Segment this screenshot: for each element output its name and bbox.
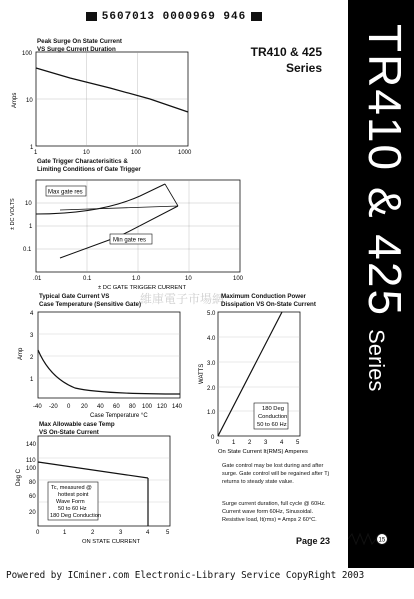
- surge-ytick: 1: [30, 145, 34, 151]
- case-temp-title-1: Max Allowable case Temp: [39, 421, 115, 428]
- gate-current-ytick: 3: [30, 333, 34, 339]
- series-title: Series: [285, 61, 322, 75]
- gate-current-xtick: 140: [172, 404, 183, 410]
- case-temp-chart: [16, 436, 170, 545]
- surge-title-2: VS Surge Current Duration: [37, 45, 116, 53]
- power-title-2: Dissipation VS On-State Current: [221, 300, 316, 308]
- case-temp-ylabel: Deg C: [16, 468, 22, 486]
- surge-ytick: 10: [26, 98, 33, 104]
- gate-current-xtick: 120: [157, 404, 168, 410]
- power-ytick: 4.0: [207, 336, 216, 342]
- gate-current-curve: [38, 350, 180, 394]
- surge-title-1: Peak Surge On State Current: [37, 38, 122, 45]
- case-temp-caption: [39, 421, 115, 436]
- page-number: Page 23: [296, 536, 331, 546]
- gate-trigger-xlabel: ± DC GATE TRIGGER CURRENT: [98, 285, 186, 291]
- gate-current-xtick: -20: [49, 404, 58, 410]
- power-xtick: 2: [248, 440, 252, 446]
- note-surge: [222, 500, 326, 524]
- surge-xtick: 1: [34, 150, 38, 156]
- footer-logo: [348, 532, 388, 546]
- min-gate-label: Min gate res: [113, 237, 147, 244]
- power-ytick: 5.0: [207, 311, 216, 317]
- note-line: Gate control may be lost during and after: [222, 463, 324, 469]
- power-box-line: Conduction: [258, 414, 288, 420]
- surge-xtick: 10: [83, 150, 90, 156]
- case-temp-ytick: 110: [26, 458, 36, 464]
- gate-trigger-xtick: 1.0: [132, 276, 141, 282]
- note-line: Surge current duration, full cycle @ 60Hz.: [222, 501, 326, 507]
- case-temp-box-line: 180 Deg Conduction: [50, 513, 102, 519]
- watermark: 維庫電子市場網: [140, 292, 225, 306]
- case-temp-xtick: 0: [36, 530, 40, 536]
- gate-current-xtick: 20: [81, 404, 88, 410]
- power-xtick: 5: [296, 440, 300, 446]
- gate-current-ylabel: Amp: [18, 347, 24, 360]
- case-temp-ytick: 20: [29, 510, 36, 516]
- power-ytick: 3.0: [207, 361, 216, 367]
- note-line: surge. Gate control will be regained after Tj: [222, 471, 329, 477]
- gate-current-caption: [39, 293, 141, 308]
- case-temp-curve: [38, 462, 148, 478]
- sidebar: [348, 0, 414, 568]
- footer-logo-number: 15: [378, 537, 386, 544]
- gate-current-title-1: Typical Gate Current VS: [39, 293, 110, 300]
- case-temp-ytick: 140: [26, 442, 37, 448]
- barcode-text: 5607013 0000969 946: [101, 11, 247, 23]
- case-temp-box-line: Tc, measured @: [51, 485, 92, 491]
- gate-trigger-title-2: Limiting Conditions of Gate Trigger: [37, 165, 141, 173]
- surge-curve: [36, 68, 188, 112]
- gate-trigger-min-curve: [60, 206, 178, 258]
- gate-trigger-chart: [10, 180, 244, 291]
- case-temp-xtick: 2: [91, 530, 95, 536]
- power-ytick: 1.0: [207, 410, 216, 416]
- gate-trigger-limit-curve: [165, 184, 178, 206]
- gate-current-xlabel: Case Temperature °C: [90, 413, 148, 419]
- gate-current-xtick: 100: [142, 404, 153, 410]
- gate-trigger-xtick: 0.1: [83, 276, 92, 282]
- surge-ytick: 100: [22, 51, 33, 57]
- gate-trigger-limit-curve: [60, 206, 178, 210]
- note-line: returns to steady state value.: [222, 479, 294, 485]
- gate-trigger-ylabel: ± DC VOLTS: [10, 198, 16, 230]
- case-temp-box-line: 50 to 60 Hz: [58, 506, 87, 512]
- power-ytick: 2.0: [207, 386, 216, 392]
- power-chart: [199, 311, 308, 455]
- gate-current-chart: [18, 311, 183, 419]
- case-temp-box-line: hottest point: [58, 492, 89, 498]
- case-temp-title-2: VS On-State Current: [39, 428, 99, 436]
- note-line: Resistive load, It(rms) = Amps 2 60°C.: [222, 517, 317, 523]
- gate-current-xtick: 40: [97, 404, 104, 410]
- note-line: Current wave form 60Hz, Sinusoidal.: [222, 509, 314, 515]
- gate-current-xtick: 60: [113, 404, 120, 410]
- surge-xtick: 1000: [178, 150, 192, 156]
- power-caption: [221, 293, 316, 308]
- note-gate-control: [222, 462, 329, 486]
- gate-current-xtick: 0: [67, 404, 71, 410]
- gate-trigger-ytick: 0.1: [23, 247, 32, 253]
- surge-ylabel: Amps: [12, 92, 18, 108]
- gate-current-xtick: -40: [33, 404, 42, 410]
- gate-trigger-caption: [37, 158, 141, 173]
- surge-xtick: 100: [131, 150, 142, 156]
- power-xtick: 4: [280, 440, 284, 446]
- power-ylabel: WATTS: [199, 363, 205, 384]
- case-temp-xtick: 4: [146, 530, 150, 536]
- gate-current-ytick: 1: [30, 377, 34, 383]
- case-temp-box-line: Wave Form: [56, 499, 85, 505]
- part-title: TR410 & 425: [250, 45, 322, 59]
- power-xtick: 0: [216, 440, 220, 446]
- sidebar-title: [358, 24, 412, 391]
- case-temp-xtick: 5: [166, 530, 170, 536]
- footer-logo-zigzag: [348, 534, 376, 544]
- max-gate-label: Max gate res: [48, 189, 83, 196]
- power-xlabel: On State Current It(RMS) Amperes: [218, 449, 308, 455]
- gate-current-xtick: 80: [129, 404, 136, 410]
- case-temp-xlabel: ON STATE CURRENT: [82, 539, 141, 545]
- gate-trigger-xtick: 100: [233, 276, 244, 282]
- sidebar-series: Series: [364, 329, 389, 392]
- power-title-1: Maximum Conduction Power: [221, 293, 306, 300]
- gate-current-ytick: 2: [30, 355, 34, 361]
- gate-trigger-xtick: .01: [33, 276, 42, 282]
- power-box-line: 50 to 60 Hz: [257, 422, 287, 428]
- case-temp-ytick: 100: [26, 466, 37, 472]
- surge-chart: [12, 51, 192, 156]
- gate-current-frame: [38, 312, 180, 398]
- gate-current-ytick: 4: [30, 311, 34, 317]
- gate-trigger-ytick: 10: [25, 201, 32, 207]
- gate-current-title-2: Case Temperature (Sensitive Gate): [39, 300, 142, 308]
- case-temp-xtick: 3: [119, 530, 123, 536]
- sidebar-part-number: TR410 & 425: [359, 24, 411, 318]
- gate-trigger-ytick: 1: [29, 224, 33, 230]
- case-temp-ytick: 60: [29, 494, 36, 500]
- gate-trigger-title-1: Gate Trigger Characterisitics &: [37, 158, 128, 165]
- power-xtick: 3: [264, 440, 268, 446]
- case-temp-xtick: 1: [63, 530, 67, 536]
- power-box-line: 180 Deg: [262, 406, 284, 412]
- powered-by-text: Powered by ICminer.com Electronic-Library Service CopyRight 2003: [6, 570, 365, 581]
- case-temp-ytick: 80: [29, 480, 36, 486]
- gate-trigger-xtick: 10: [185, 276, 192, 282]
- power-ytick: 0: [211, 435, 215, 441]
- power-xtick: 1: [232, 440, 236, 446]
